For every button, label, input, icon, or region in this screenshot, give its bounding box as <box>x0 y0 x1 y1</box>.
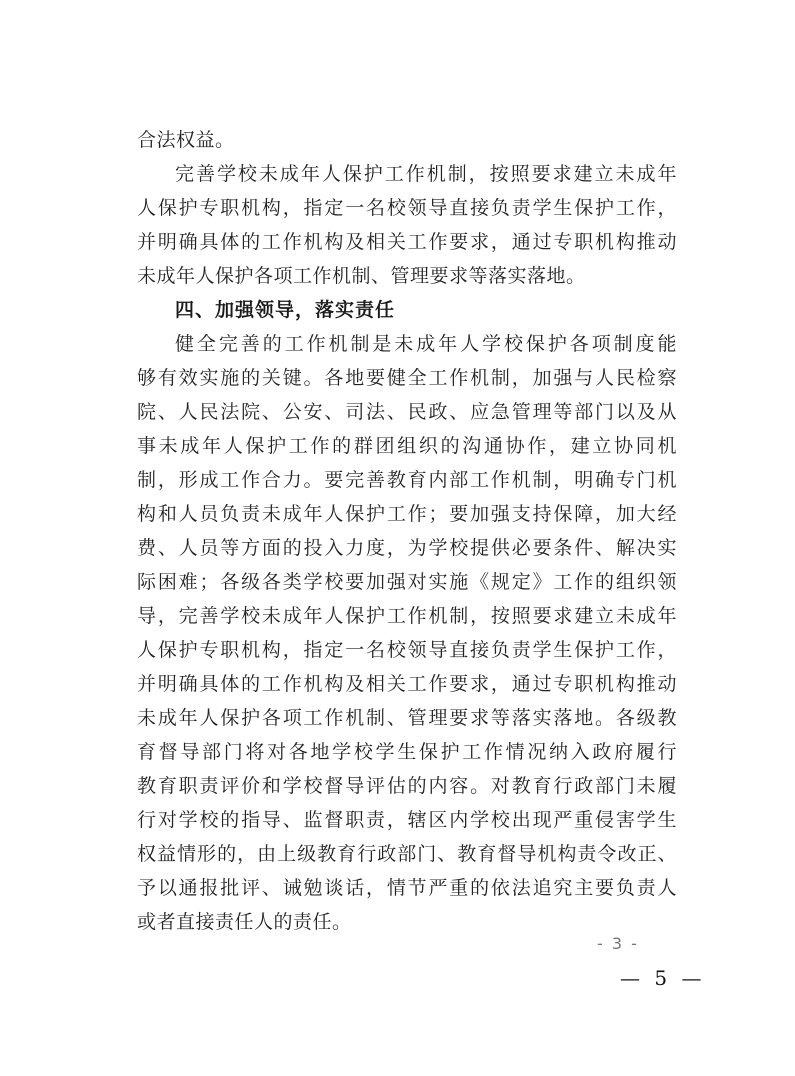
text-line: 或者直接责任人的责任。 <box>137 911 352 933</box>
text-line: 事未成年人保护工作的群团组织的沟通协作，建立协同机 <box>137 435 677 457</box>
text-line: 行对学校的指导、监督职责，辖区内学校出现严重侵害学生 <box>137 809 677 831</box>
text-line: 未成年人保护各项工作机制、管理要求等落实落地。各级教 <box>137 707 677 729</box>
page-number-inner: - 3 - <box>597 934 639 953</box>
text-line: 制，形成工作合力。要完善教育内部工作机制，明确专门机 <box>137 469 677 491</box>
text-line: 构和人员负责未成年人保护工作；要加强支持保障，加大经 <box>137 503 677 525</box>
page-number-outer: — 5 — <box>620 966 706 990</box>
text-line: 人保护专职机构，指定一名校领导直接负责学生保护工作， <box>137 639 677 661</box>
text-line: 未成年人保护各项工作机制、管理要求等落实落地。 <box>137 265 586 287</box>
text-line: 予以通报批评、诫勉谈话，情节严重的依法追究主要负责人 <box>137 877 677 899</box>
text-line: 合法权益。 <box>137 129 235 151</box>
text-line: 并明确具体的工作机构及相关工作要求，通过专职机构推动 <box>137 231 677 253</box>
text-line: 完善学校未成年人保护工作机制，按照要求建立未成年 <box>175 163 677 185</box>
text-line: 健全完善的工作机制是未成年人学校保护各项制度能 <box>175 333 677 355</box>
text-line: 导，完善学校未成年人保护工作机制，按照要求建立未成年 <box>137 605 677 627</box>
text-line: 育督导部门将对各地学校学生保护工作情况纳入政府履行 <box>137 741 677 763</box>
section-heading: 四、加强领导，落实责任 <box>175 299 396 321</box>
text-line: 教育职责评价和学校督导评估的内容。对教育行政部门未履 <box>137 775 677 797</box>
text-line: 人保护专职机构，指定一名校领导直接负责学生保护工作， <box>137 197 677 219</box>
text-line: 费、人员等方面的投入力度，为学校提供必要条件、解决实 <box>137 537 677 559</box>
text-line: 院、人民法院、公安、司法、民政、应急管理等部门以及从 <box>137 401 677 423</box>
text-line: 够有效实施的关键。各地要健全工作机制，加强与人民检察 <box>137 367 677 389</box>
text-line: 际困难；各级各类学校要加强对实施《规定》工作的组织领 <box>137 571 677 593</box>
text-line: 并明确具体的工作机构及相关工作要求，通过专职机构推动 <box>137 673 677 695</box>
text-line: 权益情形的，由上级教育行政部门、教育督导机构责令改正、 <box>137 843 677 865</box>
